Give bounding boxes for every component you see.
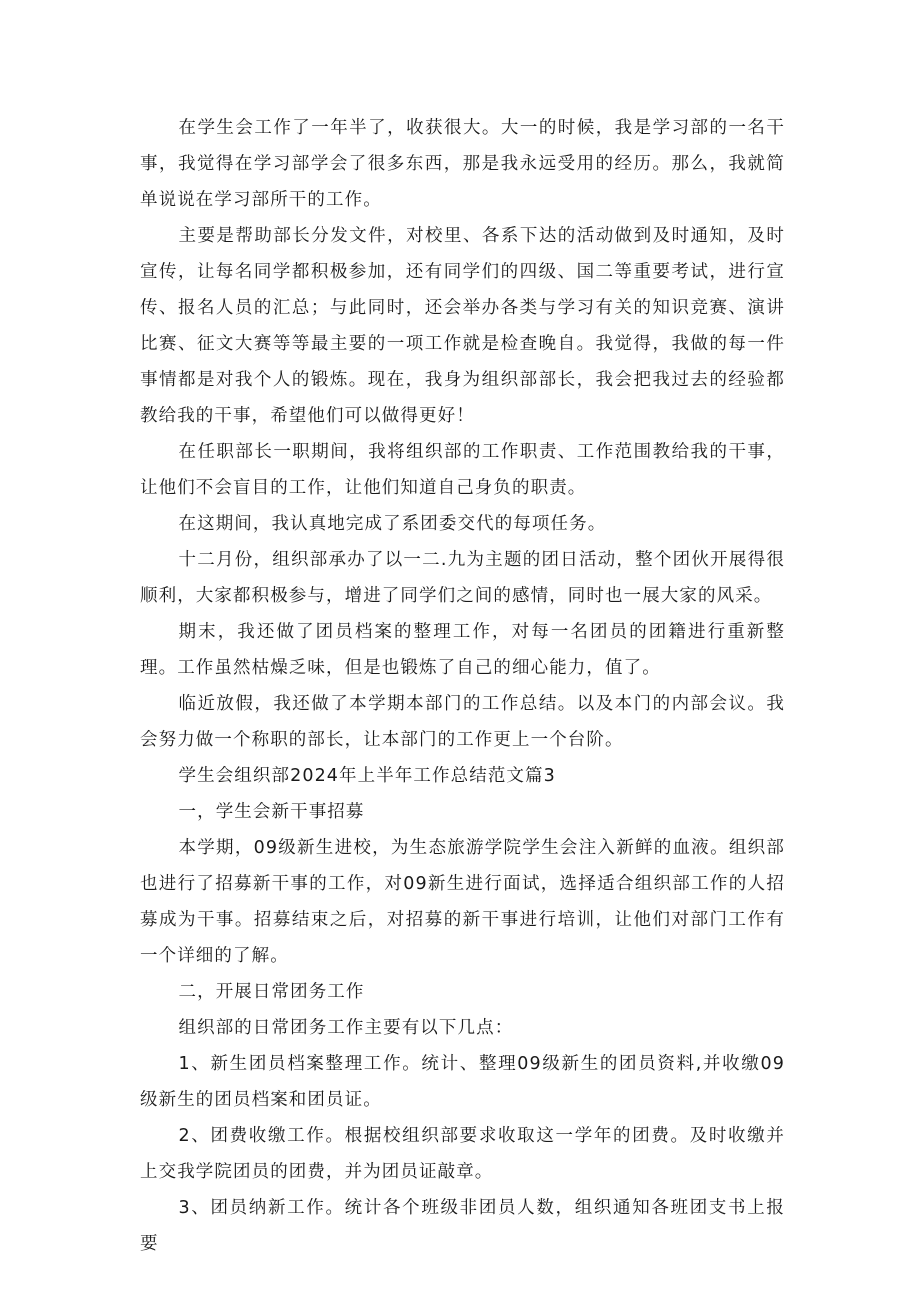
paragraph-6: 期末，我还做了团员档案的整理工作，对每一名团员的团籍进行重新整理。工作虽然枯燥乏味，但是也锻炼了自己的细心能力，值了。 [140,622,785,678]
paragraph-daily-intro: 组织部的日常团务工作主要有以下几点： [178,1018,514,1038]
paragraph-1: 在学生会工作了一年半了，收获很大。大一的时候，我是学习部的一名干事，我觉得在学习部学会了很多东西，那是我永远受用的经历。那么，我就简单说说在学习部所干的工作。 [140,118,785,210]
list-item-3: 3、团员纳新工作。统计各个班级非团员人数，组织通知各班团支书上报要 [140,1198,785,1254]
paragraph-5: 十二月份，组织部承办了以一二.九为主题的团日活动，整个团伙开展得很顺利，大家都积极参与，增进了同学们之间的感情，同时也一展大家的风采。 [140,550,785,606]
document-body [140,110,785,1262]
list-item-2: 2、团费收缴工作。根据校组织部要求收取这一学年的团费。及时收缴并上交我学院团员的团费，并为团员证敲章。 [140,1126,785,1182]
list-item-1: 1、新生团员档案整理工作。统计、整理09级新生的团员资料,并收缴09级新生的团员档案和团员证。 [140,1054,785,1110]
section-heading: 学生会组织部2024年上半年工作总结范文篇3 [178,766,556,786]
paragraph-7: 临近放假，我还做了本学期本部门的工作总结。以及本门的内部会议。我会努力做一个称职的部长，让本部门的工作更上一个台阶。 [140,694,785,750]
subheading-recruitment: 一，学生会新干事招募 [178,802,365,822]
paragraph-3: 在任职部长一职期间，我将组织部的工作职责、工作范围教给我的干事，让他们不会盲目的工作，让他们知道自己身负的职责。 [140,442,785,498]
paragraph-2: 主要是帮助部长分发文件，对校里、各系下达的活动做到及时通知，及时宣传，让每名同学都积极参加，还有同学们的四级、国二等重要考试，进行宣传、报名人员的汇总；与此同时，还会举办各类与学习有关的知识竞赛、演讲比赛、征文大赛等等最主要的一项工作就是检查晚自。我觉得，我做的每一件事情都是对我个人的锻炼。现在，我身为组织部部长，我会把我过去的经验都教给我的干事，希望他们可以做得更好！ [140,226,785,426]
paragraph-recruitment: 本学期，09级新生进校，为生态旅游学院学生会注入新鲜的血液。组织部也进行了招募新干事的工作，对09新生进行面试，选择适合组织部工作的人招募成为干事。招募结束之后，对招募的新干事进行培训，让他们对部门工作有一个详细的了解。 [140,838,785,966]
subheading-daily-work: 二，开展日常团务工作 [178,982,365,1002]
paragraph-4: 在这期间，我认真地完成了系团委交代的每项任务。 [178,514,607,534]
